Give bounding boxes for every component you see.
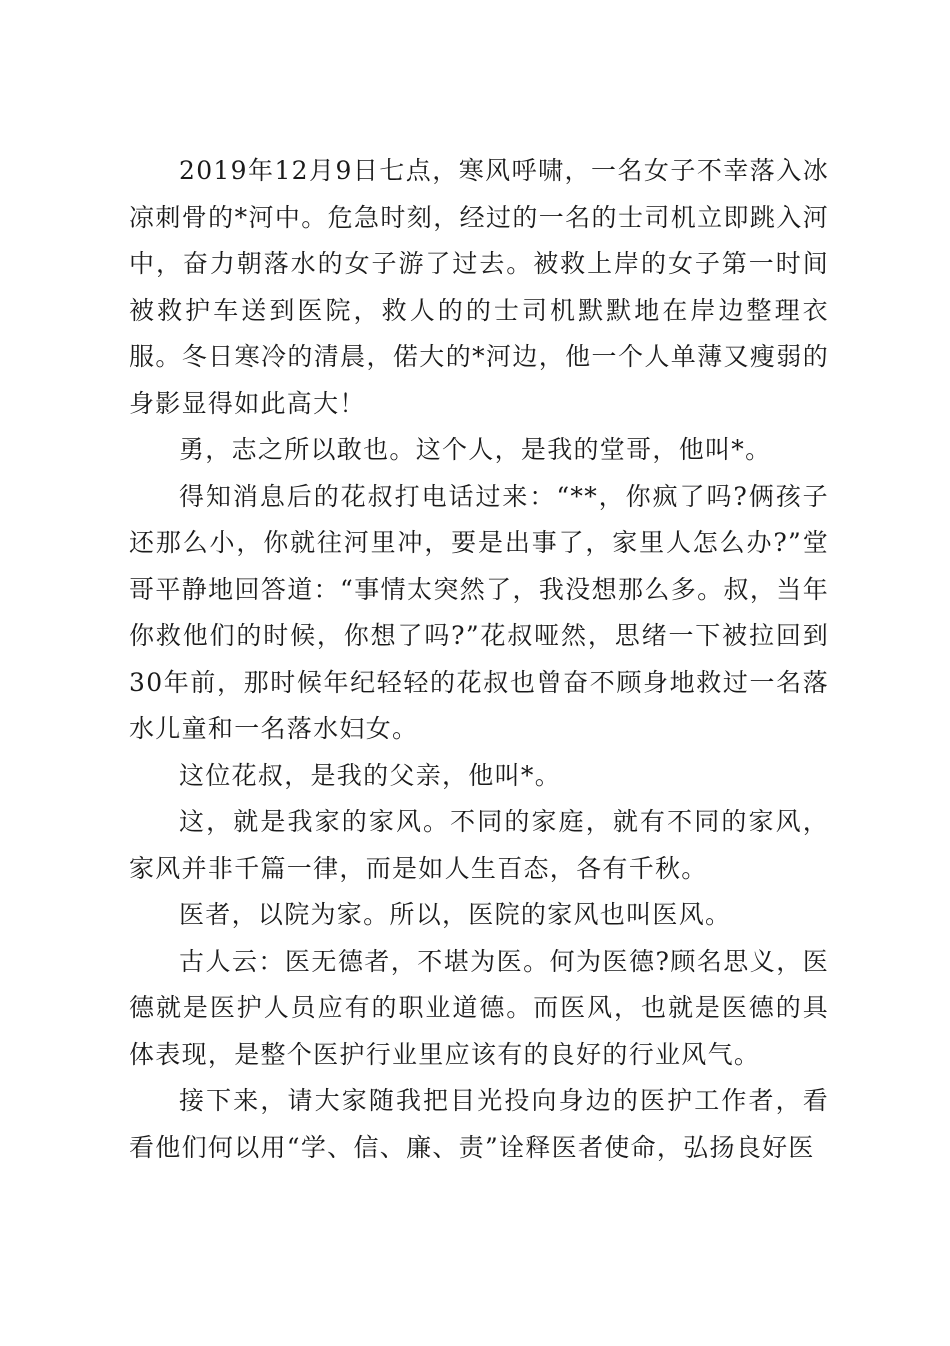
paragraph-rescue-story: 2019年12月9日七点，寒风呼啸，一名女子不幸落入冰凉刺骨的*河中。危急时刻，经过的一名的士司机立即跳入河中，奋力朝落水的女子游了过去。被救上岸的女子第一时间被救护车送到医院，救人的的士司机默默地在岸边整理衣服。冬日寒冷的清晨，偌大的*河边，他一个人单薄又瘦弱的身影显得如此高大！ <box>129 156 829 418</box>
document-body <box>129 148 829 1171</box>
paragraph-father: 这位花叔，是我的父亲，他叫*。 <box>179 760 562 790</box>
paragraph-hospital-as-home: 医者，以院为家。所以，医院的家风也叫医风。 <box>179 900 732 929</box>
paragraph-next-section: 接下来，请大家随我把目光投向身边的医护工作者，看看他们何以用“学、信、廉、责”诠释医者使命，弘扬良好医 <box>129 1086 829 1162</box>
paragraph-phone-call: 得知消息后的花叔打电话过来：“**，你疯了吗?俩孩子还那么小，你就往河里冲，要是出事了，家里人怎么办?”堂哥平静地回答道：“事情太突然了，我没想那么多。叔，当年你救他们的时候，你想了吗?”花叔哑然，思绪一下被拉回到30年前，那时候年纪轻轻的花叔也曾奋不顾身地救过一名落水儿童和一名落水妇女。 <box>129 481 829 743</box>
paragraph-family-tradition: 这，就是我家的家风。不同的家庭，就有不同的家风，家风并非千篇一律，而是如人生百态，各有千秋。 <box>129 807 829 883</box>
paragraph-courage: 勇，志之所以敢也。这个人，是我的堂哥，他叫*。 <box>179 435 772 464</box>
paragraph-medical-ethics: 古人云：医无德者，不堪为医。何为医德?顾名思义，医德就是医护人员应有的职业道德。而医风，也就是医德的具体表现，是整个医护行业里应该有的良好的行业风气。 <box>129 946 829 1069</box>
